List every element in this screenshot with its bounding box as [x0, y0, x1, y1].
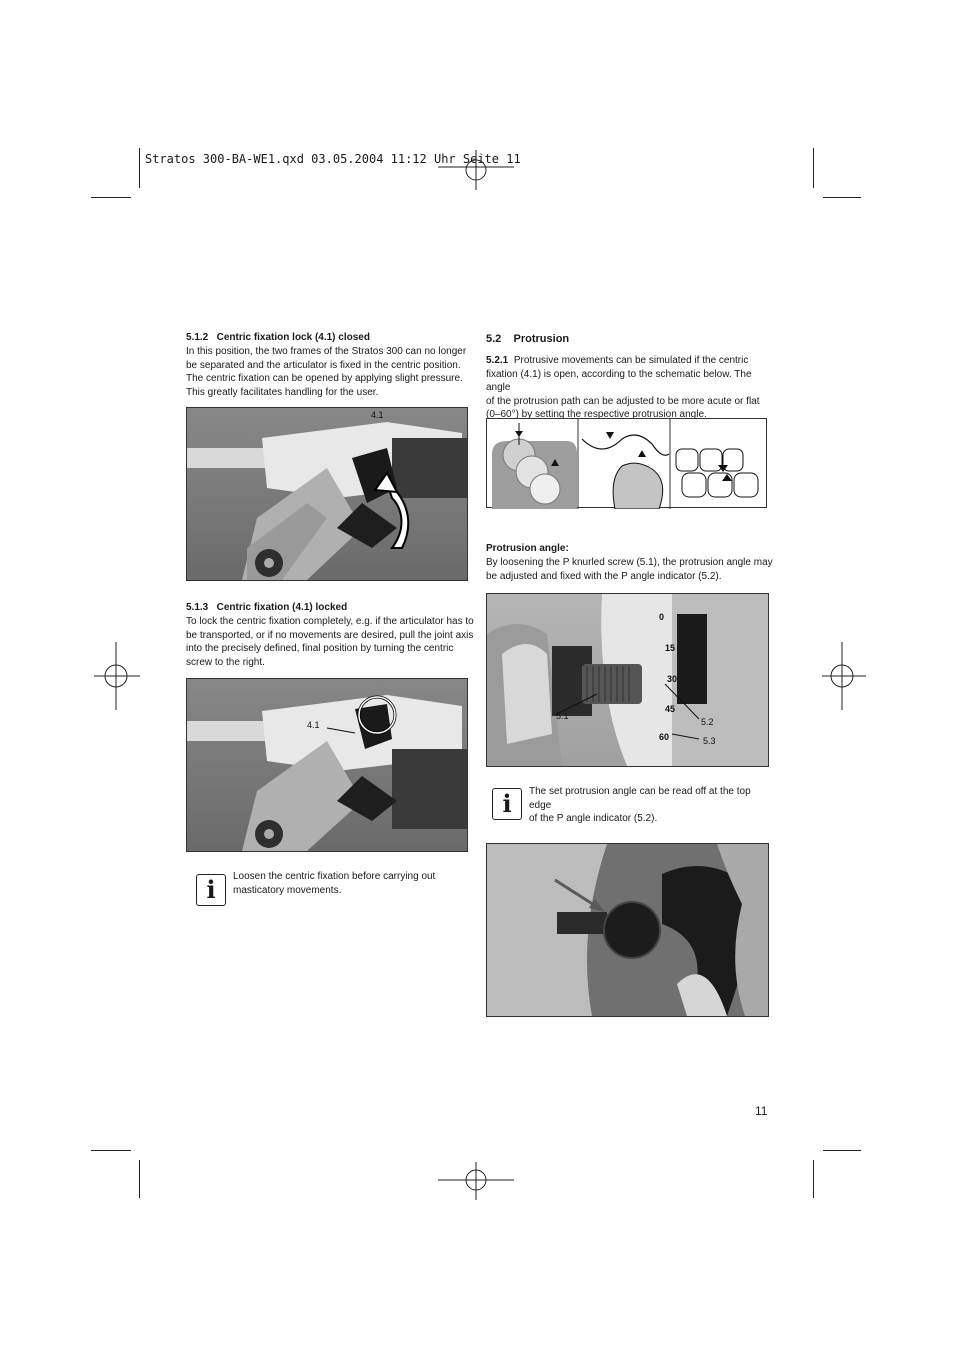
info-icon: i: [492, 788, 522, 820]
photo-centric-fixation-locked: [186, 678, 468, 852]
section-521-body: 5.2.1 Protrusive movements can be simulated if the centric fixation (4.1) is open, according to the schematic below. The angle of the protrusion path can be adjusted to be more acute or flat (0–60°) by setting the respective protrusion angle.: [486, 355, 760, 420]
photo-label-4-1: 4.1: [371, 410, 384, 420]
photo-knurled-screw-closeup: [486, 843, 769, 1017]
registration-mark-left: [92, 640, 142, 712]
info-icon: i: [196, 874, 226, 906]
photo-protrusion-scale: [486, 593, 769, 767]
photo-label-5-3: 5.3: [703, 736, 716, 746]
scale-tick-15: 15: [665, 643, 676, 653]
page-number: 11: [755, 1104, 768, 1118]
scale-tick-60: 60: [659, 732, 670, 742]
section-513-heading: 5.1.3 Centric fixation (4.1) locked: [186, 602, 348, 613]
photo-label-4-1: 4.1: [307, 720, 320, 730]
registration-mark-right: [820, 640, 870, 712]
scale-tick-0: 0: [659, 612, 665, 622]
scale-tick-30: 30: [667, 674, 678, 684]
registration-mark-bottom: [436, 1160, 516, 1202]
scale-tick-45: 45: [665, 704, 676, 714]
protrusion-angle-body: By loosening the P knurled screw (5.1), the protrusion angle may be adjusted and fixed with the P angle indicator (5.2).: [486, 557, 773, 582]
section-512-heading: 5.1.2 Centric fixation lock (4.1) closed: [186, 332, 370, 343]
photo-label-5-2: 5.2: [701, 717, 714, 727]
photo-centric-lock-closed: [186, 407, 468, 581]
slug-line: Stratos 300-BA-WE1.qxd 03.05.2004 11:12 Uhr Seite 11: [145, 152, 521, 166]
info-note-right: The set protrusion angle can be read off at the top edge of the P angle indicator (5.2).: [529, 786, 751, 824]
photo-label-5-1: 5.1: [556, 711, 569, 721]
info-note-left: Loosen the centric fixation before carrying out masticatory movements.: [233, 871, 436, 896]
section-512-body: In this position, the two frames of the Stratos 300 can no longer be separated and the articulator is fixed in the centric position. The centric fixation can be opened by applying slight pressure. This greatly facilitates handling for the user.: [186, 346, 467, 398]
protrusion-schematic: [486, 418, 767, 508]
section-52-heading: 5.2 Protrusion: [486, 333, 570, 345]
section-513-body: To lock the centric fixation completely, e.g. if the articulator has to be transported, or if no movements are desired, pull the joint axis into the precisely defined, final position by turning the centric screw to the right.: [186, 616, 474, 668]
protrusion-angle-heading: Protrusion angle:: [486, 543, 569, 554]
